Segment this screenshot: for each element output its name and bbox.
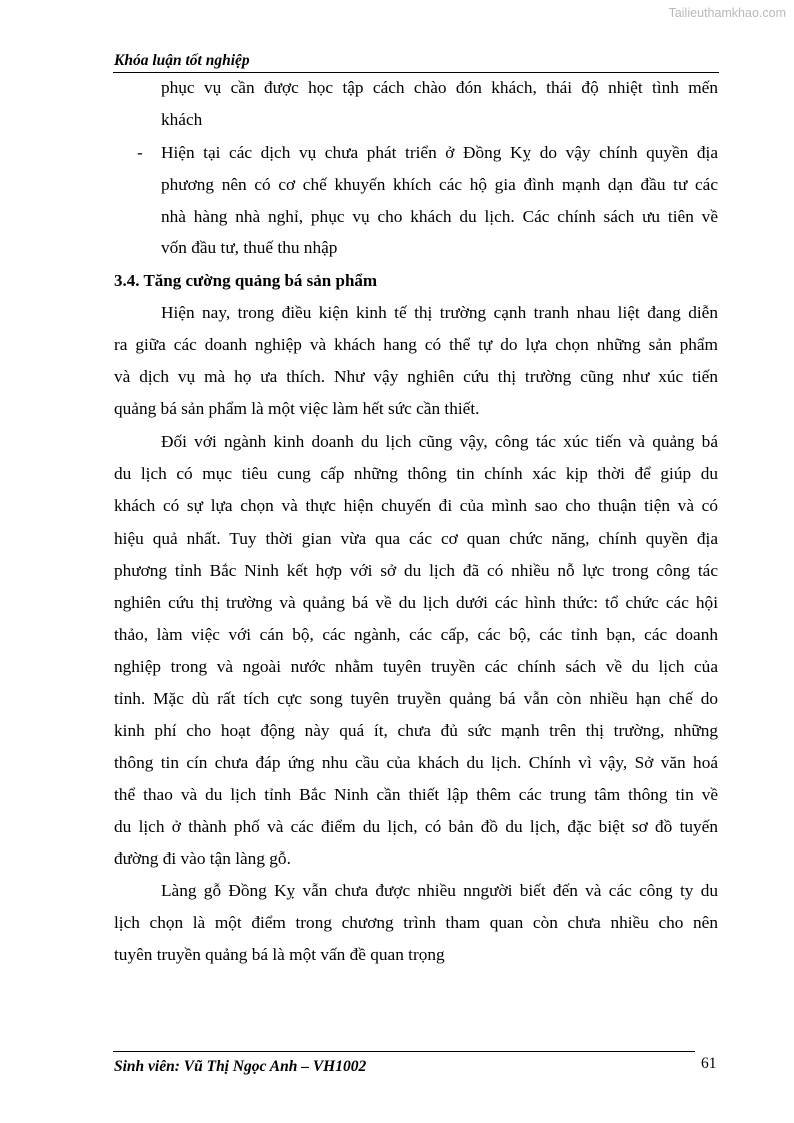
- paragraph-line: lịch chọn là một điểm trong chương trình tham quan còn chưa nhiều cho nên: [114, 913, 718, 932]
- section-heading: 3.4. Tăng cường quảng bá sản phẩm: [114, 271, 378, 290]
- header-title: Khóa luận tốt nghiệp: [114, 52, 250, 69]
- watermark: Tailieuthamkhao.com: [668, 6, 786, 20]
- footer-author: Sinh viên: Vũ Thị Ngọc Anh – VH1002: [114, 1058, 367, 1075]
- paragraph-line: tỉnh. Mặc dù rất tích cực song tuyên truyền quảng bá vẫn còn nhiều hạn chế do: [114, 689, 718, 708]
- paragraph-line: kinh phí cho hoạt động này quá ít, chưa đủ sức mạnh trên thị trường, những: [114, 721, 718, 740]
- paragraph-line: thể thao và du lịch tỉnh Bắc Ninh cần thiết lập thêm các trung tâm thông tin về: [114, 785, 718, 804]
- paragraph-line: thông tin cín chưa đáp ứng nhu cầu của khách du lịch. Chính vì vậy, Sở văn hoá: [114, 753, 718, 772]
- paragraph-line: phương tỉnh Bắc Ninh kết hợp với sở du lịch đã có nhiều nỗ lực trong công tác: [114, 561, 718, 580]
- bullet-marker: -: [137, 143, 143, 162]
- bullet-line: Hiện tại các dịch vụ chưa phát triển ở Đồng Kỵ do vậy chính quyền địa: [161, 143, 718, 162]
- paragraph-line: hiệu quả nhất. Tuy thời gian vừa qua các cơ quan chức năng, chính quyền địa: [114, 529, 718, 548]
- continuation-line: phục vụ cần được học tập cách chào đón khách, thái độ nhiệt tình mến: [161, 78, 718, 97]
- paragraph-line: thảo, làm việc với cán bộ, các ngành, các cấp, các bộ, các tỉnh bạn, các doanh: [114, 625, 718, 644]
- paragraph-line: du lịch có mục tiêu cung cấp những thông tin chính xác kịp thời để giúp du: [114, 464, 718, 483]
- paragraph-line: Hiện nay, trong điều kiện kinh tế thị trường cạnh tranh nhau liệt đang diễn: [161, 303, 718, 322]
- paragraph-line: tuyên truyền quảng bá là một vấn đề quan trọng: [114, 945, 445, 964]
- bullet-line: phương nên có cơ chế khuyến khích các hộ gia đình mạnh dạn đầu tư các: [161, 175, 718, 194]
- paragraph-line: và dịch vụ mà họ ưa thích. Như vậy nghiên cứu thị trường cũng như xúc tiến: [114, 367, 718, 386]
- bullet-line: vốn đầu tư, thuế thu nhập: [161, 238, 338, 257]
- paragraph-line: nghiệp trong và ngoài nước nhằm tuyên truyền các chính sách về du lịch của: [114, 657, 718, 676]
- bullet-line: nhà hàng nhà nghỉ, phục vụ cho khách du lịch. Các chính sách ưu tiên về: [161, 207, 718, 226]
- paragraph-line: khách có sự lựa chọn và thực hiện chuyến đi của mình sao cho thuận tiện và có: [114, 496, 718, 515]
- paragraph-line: Làng gỗ Đồng Kỵ vẫn chưa được nhiều nngười biết đến và các công ty du: [161, 881, 718, 900]
- paragraph-line: đường đi vào tận làng gỗ.: [114, 849, 291, 868]
- paragraph-line: nghiên cứu thị trường và quảng bá về du lịch dưới các hình thức: tổ chức các hội: [114, 593, 718, 612]
- footer-rule: [113, 1051, 695, 1052]
- paragraph-line: ra giữa các doanh nghiệp và khách hang có thể tự do lựa chọn những sản phẩm: [114, 335, 718, 354]
- header-rule: [113, 72, 719, 73]
- paragraph-line: Đối với ngành kinh doanh du lịch cũng vậy, công tác xúc tiến và quảng bá: [161, 432, 718, 451]
- paragraph-line: du lịch ở thành phố và các điểm du lịch, có bản đồ du lịch, đặc biệt sơ đồ tuyến: [114, 817, 718, 836]
- page-number: 61: [701, 1055, 717, 1072]
- paragraph-line: quảng bá sản phẩm là một việc làm hết sức cần thiết.: [114, 399, 480, 418]
- continuation-line: khách: [161, 110, 203, 129]
